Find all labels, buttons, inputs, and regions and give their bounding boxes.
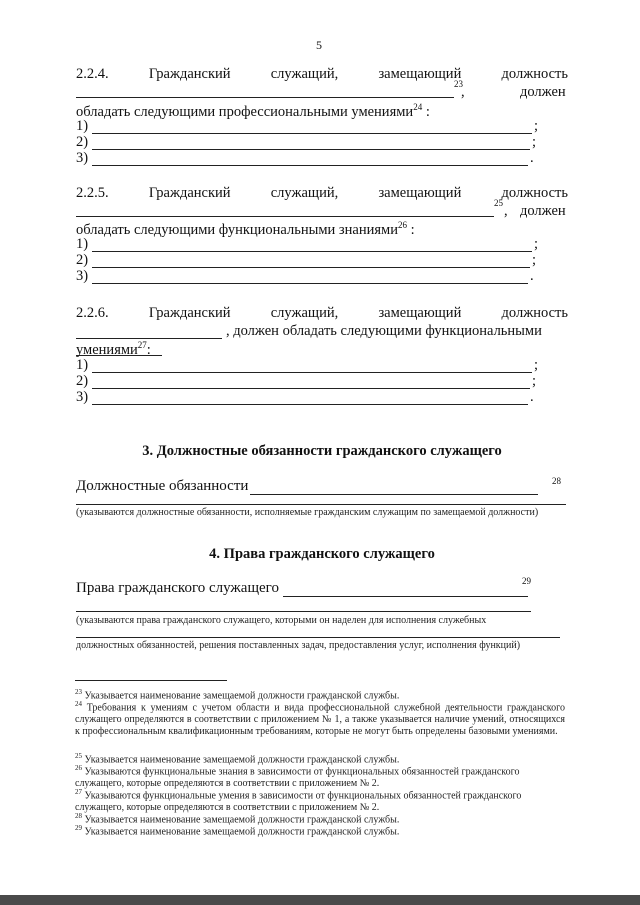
section4-note-2: должностных обязанностей, решения поставленных задач, предоставления услуг, исполнения функций) bbox=[76, 640, 521, 651]
s224-item-3-blank[interactable] bbox=[92, 165, 528, 166]
section3-duties-blank[interactable] bbox=[250, 494, 538, 495]
section3-second-blank[interactable] bbox=[76, 504, 566, 505]
s226-item-3-end: . bbox=[530, 389, 534, 405]
section3-note: (указываются должностные обязанности, исполняемые гражданским служащим по замещаемой должности) bbox=[76, 507, 539, 518]
s225-position-blank[interactable] bbox=[76, 216, 494, 217]
s224-item-2-end: ; bbox=[532, 134, 537, 150]
s226-number: 2.2.6. bbox=[76, 305, 109, 321]
s225-must: должен bbox=[520, 203, 566, 219]
s225-item-2-blank[interactable] bbox=[92, 267, 530, 268]
s226-item-3-label: 3) bbox=[76, 389, 89, 405]
s225-word4: должность bbox=[501, 185, 568, 201]
s224-item-1-end: ; bbox=[534, 118, 539, 134]
section3-label: Должностные обязанности bbox=[76, 478, 249, 494]
s226-item-2-end: ; bbox=[532, 373, 537, 389]
s225-number: 2.2.5. bbox=[76, 185, 109, 201]
s225-item-1-label: 1) bbox=[76, 236, 89, 252]
s225-word1: Гражданский bbox=[148, 185, 231, 201]
s224-line1 bbox=[76, 66, 568, 83]
s224-item-2-blank[interactable] bbox=[92, 149, 530, 150]
section4-heading: 4. Права гражданского служащего bbox=[209, 546, 435, 562]
s224-number: 2.2.4. bbox=[76, 66, 109, 82]
s224-footnote-ref-2: 24 bbox=[413, 102, 423, 112]
s225-item-2-end: ; bbox=[532, 252, 537, 268]
section4-rights-blank[interactable] bbox=[283, 596, 528, 597]
s224-word4: должность bbox=[501, 66, 568, 82]
s226-item-1-label: 1) bbox=[76, 357, 89, 373]
s224-word1: Гражданский bbox=[148, 66, 231, 82]
page-number: 5 bbox=[316, 38, 322, 52]
s226-word2: служащий, bbox=[270, 305, 339, 321]
s224-line2: обладать следующими профессиональными умениями$^{24}$ : bbox=[76, 102, 430, 120]
s224-footnote-ref: 23 bbox=[454, 79, 463, 89]
section4-third-blank[interactable] bbox=[76, 637, 560, 638]
section4-second-blank[interactable] bbox=[76, 611, 531, 612]
s226-footnote-ref: 27 bbox=[137, 340, 147, 350]
s226-word1: Гражданский bbox=[148, 305, 231, 321]
scan-bottom-edge bbox=[0, 895, 640, 905]
s224-item-3-label: 3) bbox=[76, 150, 89, 166]
s224-position-blank[interactable] bbox=[76, 97, 454, 98]
s225-footnote-ref: 25 bbox=[494, 198, 503, 208]
s225-item-2-label: 2) bbox=[76, 252, 89, 268]
footnote-25: $^{25}$ Указывается наименование замещаемой должности гражданской службы. bbox=[75, 752, 400, 766]
s226-line3: умениями$^{27}$: bbox=[76, 340, 151, 358]
s225-footnote-ref-2: 26 bbox=[397, 220, 407, 230]
s226-line2: , должен обладать следующими функциональными bbox=[226, 323, 542, 339]
s226-word4: должность bbox=[501, 305, 568, 321]
s225-item-3-end: . bbox=[530, 268, 534, 284]
s226-item-2-label: 2) bbox=[76, 373, 89, 389]
footnote-23: $^{23}$ Указывается наименование замещаемой должности гражданской службы. bbox=[75, 688, 400, 702]
s226-line3-underline bbox=[76, 355, 162, 356]
s225-word2: служащий, bbox=[270, 185, 339, 201]
s226-position-blank[interactable] bbox=[76, 338, 222, 339]
s225-word3: замещающий bbox=[378, 185, 462, 201]
s225-item-3-label: 3) bbox=[76, 268, 89, 284]
s225-item-1-end: ; bbox=[534, 236, 539, 252]
s224-word2: служащий, bbox=[270, 66, 339, 82]
s226-item-1-end: ; bbox=[534, 357, 539, 373]
footnote-26: $^{26}$ Указываются функциональные знания в зависимости от функциональных обязанностей гражданского служащего, которые определяются в соответствии с приложением № 2. bbox=[75, 764, 520, 789]
s226-item-2-blank[interactable] bbox=[92, 388, 530, 389]
s226-word3: замещающий bbox=[378, 305, 462, 321]
footnote-24: $^{24}$ Требования к умениям с учетом области и вида профессиональной служебной деятельности гражданского служащего определяются в соответствии с приложением № 1, а также указывается наличие умений, относящихся к профессиональным квалификационным требованиям, которые не могут быть определены базовыми умениями. bbox=[75, 700, 565, 737]
footnote-28: $^{28}$ Указывается наименование замещаемой должности гражданской службы. bbox=[75, 812, 400, 826]
s226-line1 bbox=[76, 305, 568, 322]
section4-footnote-ref: 29 bbox=[522, 576, 531, 586]
s224-comma: , bbox=[461, 84, 465, 100]
s225-item-1-blank[interactable] bbox=[92, 251, 532, 252]
section3-footnote-ref: 28 bbox=[552, 476, 561, 486]
s225-line2: обладать следующими функциональными знаниями$^{26}$ : bbox=[76, 220, 415, 238]
s224-word3: замещающий bbox=[378, 66, 462, 82]
s224-item-2-label: 2) bbox=[76, 134, 89, 150]
footnote-27: $^{27}$ Указываются функциональные умения в зависимости от функциональных обязанностей гражданского служащего, которые определяются в соответствии с приложением № 2. bbox=[75, 788, 522, 813]
s224-must: должен bbox=[520, 84, 566, 100]
s224-item-1-blank[interactable] bbox=[92, 133, 532, 134]
s224-item-3-end: . bbox=[530, 150, 534, 166]
s224-item-1-label: 1) bbox=[76, 118, 89, 134]
s226-item-3-blank[interactable] bbox=[92, 404, 528, 405]
section4-note-1: (указываются права гражданского служащего, которыми он наделен для исполнения служебных bbox=[76, 615, 487, 626]
s225-item-3-blank[interactable] bbox=[92, 283, 528, 284]
footnote-29: $^{29}$ Указывается наименование замещаемой должности гражданской службы. bbox=[75, 824, 400, 838]
footnote-separator bbox=[75, 680, 227, 681]
section3-heading: 3. Должностные обязанности гражданского служащего bbox=[142, 443, 502, 459]
section4-label: Права гражданского служащего bbox=[76, 580, 279, 596]
s225-comma: , bbox=[504, 203, 508, 219]
s226-item-1-blank[interactable] bbox=[92, 372, 532, 373]
